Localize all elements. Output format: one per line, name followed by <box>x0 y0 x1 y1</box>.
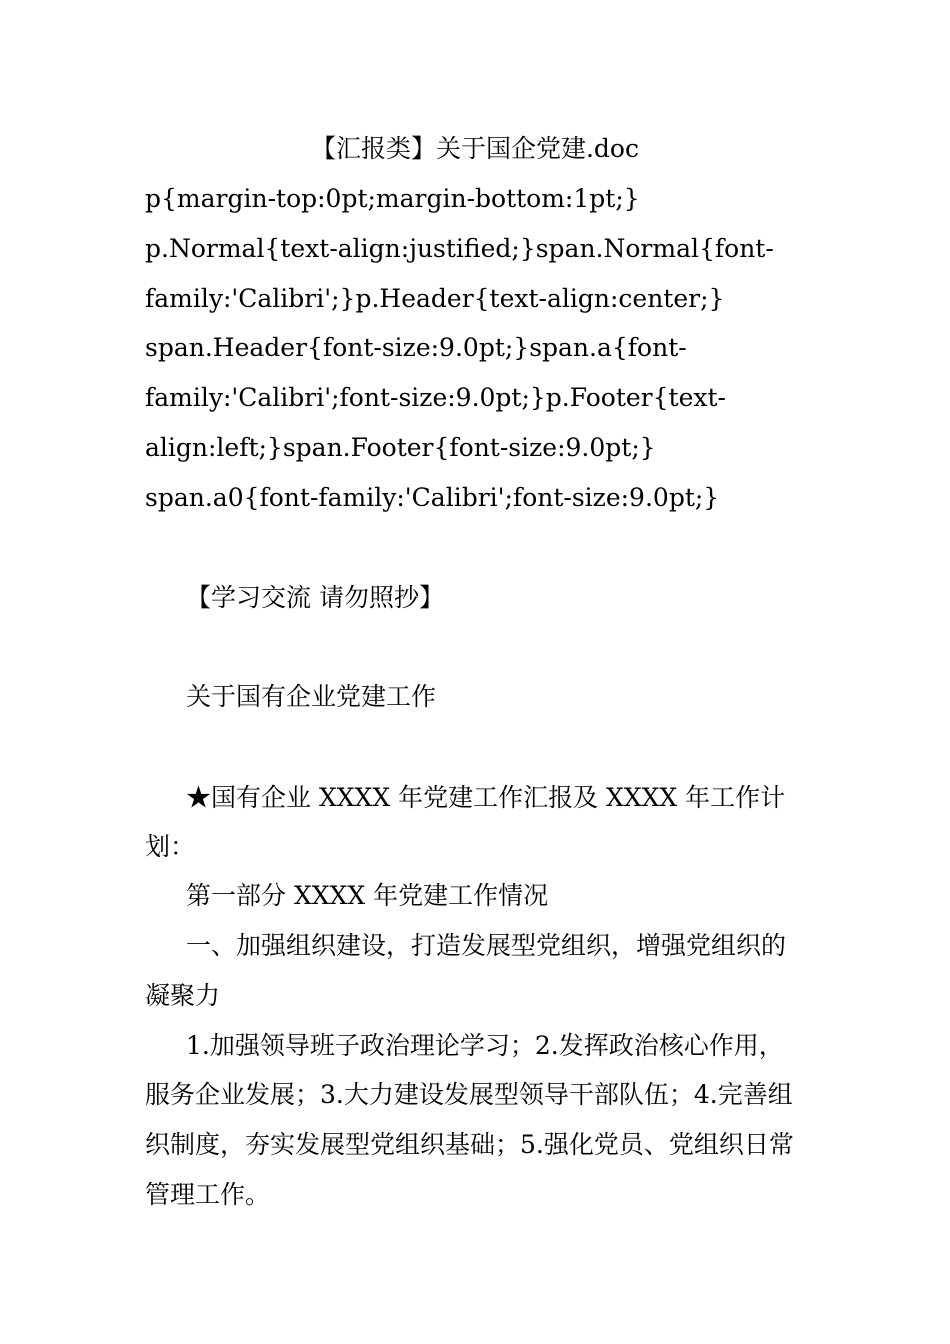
css-text-line: span.a0{font-family:'Calibri';font-size:9.0pt;} <box>145 483 720 512</box>
css-text-line: family:'Calibri';}p.Header{text-align:center;} <box>145 284 725 313</box>
paragraph-line: 1.加强领导班子政治理论学习；2.发挥政治核心作用， <box>186 1031 784 1060</box>
css-text-line: family:'Calibri';font-size:9.0pt;}p.Footer{text- <box>145 383 726 412</box>
css-text-line: align:left;}span.Footer{font-size:9.0pt;} <box>145 433 656 462</box>
notice-text: 【学习交流 请勿照抄】 <box>186 583 444 612</box>
css-text-line: span.Header{font-size:9.0pt;}span.a{font- <box>145 333 687 362</box>
css-text-line: p{margin-top:0pt;margin-bottom:1pt;} <box>145 184 640 213</box>
paragraph-line: 服务企业发展；3.大力建设发展型领导干部队伍；4.完善组 <box>145 1080 793 1109</box>
paragraph-line: 织制度，夯实发展型党组织基础；5.强化党员、党组织日常 <box>145 1130 794 1159</box>
heading-line: 划： <box>145 832 196 861</box>
heading-line: ★国有企业 XXXX 年党建工作汇报及 XXXX 年工作计 <box>186 783 786 812</box>
css-text-line: p.Normal{text-align:justified;}span.Normal{font- <box>145 234 774 263</box>
subtitle: 关于国有企业党建工作 <box>186 682 437 711</box>
paragraph-line: 管理工作。 <box>145 1180 271 1209</box>
section-heading-line: 一、加强组织建设，打造发展型党组织，增强党组织的 <box>186 931 787 960</box>
part-one-heading: 第一部分 XXXX 年党建工作情况 <box>186 881 549 910</box>
section-heading-line: 凝聚力 <box>145 981 221 1010</box>
document-title: 【汇报类】关于国企党建.doc <box>310 134 639 163</box>
